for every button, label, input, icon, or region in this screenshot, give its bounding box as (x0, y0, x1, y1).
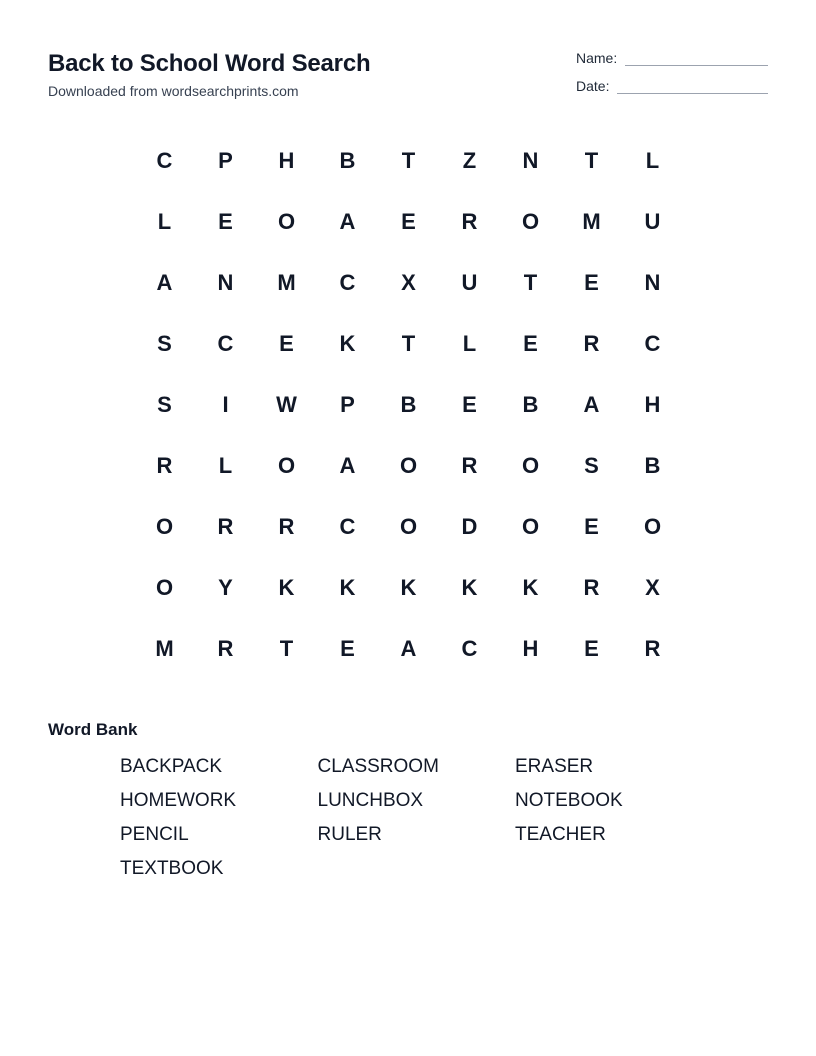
grid-cell: U (461, 269, 478, 295)
grid-cell: E (279, 330, 294, 356)
letter-grid (134, 130, 683, 679)
name-label: Name: (576, 50, 618, 66)
grid-cell: A (583, 391, 600, 417)
word-bank-item: CLASSROOM (317, 756, 439, 777)
grid-cell: M (155, 635, 174, 661)
word-bank-item: TEACHER (515, 824, 606, 845)
date-line (617, 81, 768, 94)
grid-cell: N (522, 147, 539, 173)
word-bank-item: PENCIL (120, 824, 189, 845)
grid-cell: O (399, 452, 418, 478)
grid-cell: D (461, 513, 478, 539)
grid-cell: L (218, 452, 233, 478)
word-bank-item: NOTEBOOK (515, 790, 623, 811)
grid-cell: E (462, 391, 477, 417)
grid-cell: R (461, 452, 478, 478)
grid-cell: S (584, 452, 599, 478)
grid-cell: B (400, 391, 417, 417)
grid-cell: R (461, 208, 478, 234)
grid-cell: H (644, 391, 661, 417)
grid-cell: R (217, 513, 234, 539)
grid-cell: L (157, 208, 172, 234)
word-bank-item: ERASER (515, 756, 594, 777)
grid-cell: C (339, 269, 356, 295)
grid-cell: N (217, 269, 234, 295)
grid-cell: K (400, 574, 417, 600)
word-bank (120, 754, 713, 890)
grid-cell: K (461, 574, 478, 600)
grid-cell: T (279, 635, 294, 661)
grid-cell: R (156, 452, 173, 478)
word-bank-item: LUNCHBOX (317, 790, 424, 811)
source-credit: Downloaded from wordsearchprints.com (48, 83, 299, 99)
word-bank-title: Word Bank (48, 720, 138, 739)
grid-cell: E (218, 208, 233, 234)
grid-cell: C (339, 513, 356, 539)
grid-cell: S (157, 330, 172, 356)
word-bank-item: RULER (317, 824, 382, 845)
grid-cell: R (644, 635, 661, 661)
grid-cell: E (401, 208, 416, 234)
grid-cell: H (278, 147, 295, 173)
grid-cell: K (339, 574, 356, 600)
word-bank-item: TEXTBOOK (120, 858, 224, 879)
grid-cell: K (278, 574, 295, 600)
grid-cell: A (400, 635, 417, 661)
grid-cell: O (521, 208, 540, 234)
grid-cell: O (521, 452, 540, 478)
grid-cell: P (218, 147, 233, 173)
grid-cell: T (401, 330, 416, 356)
grid-cell: X (401, 269, 416, 295)
grid-cell: A (339, 452, 356, 478)
grid-cell: M (277, 269, 296, 295)
grid-cell: O (643, 513, 662, 539)
grid-cell: T (401, 147, 416, 173)
grid-cell: X (645, 574, 660, 600)
grid-cell: C (461, 635, 478, 661)
page-title: Back to School Word Search (48, 50, 371, 77)
grid-cell: W (276, 391, 297, 417)
grid-cell: C (644, 330, 661, 356)
grid-cell: O (521, 513, 540, 539)
name-field (576, 50, 768, 66)
grid-cell: R (217, 635, 234, 661)
grid-cell: U (644, 208, 661, 234)
grid-cell: K (339, 330, 356, 356)
grid-cell: O (155, 513, 174, 539)
grid-cell: B (339, 147, 356, 173)
date-label: Date: (576, 78, 610, 94)
grid-cell: K (522, 574, 539, 600)
grid-cell: A (339, 208, 356, 234)
student-info (576, 50, 768, 106)
date-field (576, 78, 768, 94)
grid-cell: A (156, 269, 173, 295)
word-bank-item: HOMEWORK (120, 790, 237, 811)
header (48, 49, 370, 100)
grid-cell: O (277, 208, 296, 234)
grid-cell: M (582, 208, 601, 234)
name-line (625, 53, 768, 66)
grid-cell: E (584, 635, 599, 661)
grid-cell: O (399, 513, 418, 539)
grid-cell: N (644, 269, 661, 295)
grid-cell: L (462, 330, 477, 356)
grid-cell: L (645, 147, 660, 173)
grid-cell: H (522, 635, 539, 661)
grid-cell: B (644, 452, 661, 478)
grid-cell: P (340, 391, 355, 417)
grid-cell: E (584, 513, 599, 539)
grid-cell: R (583, 574, 600, 600)
grid-cell: R (583, 330, 600, 356)
grid-cell: R (278, 513, 295, 539)
grid-cell: T (523, 269, 538, 295)
grid-cell: T (584, 147, 599, 173)
grid-cell: S (157, 391, 172, 417)
grid-cell: C (156, 147, 173, 173)
grid-cell: E (523, 330, 538, 356)
grid-cell: Y (218, 574, 233, 600)
grid-cell: I (222, 391, 229, 417)
word-bank-item: BACKPACK (120, 756, 223, 777)
grid-cell: O (155, 574, 174, 600)
grid-cell: O (277, 452, 296, 478)
grid-cell: C (217, 330, 234, 356)
grid-cell: Z (462, 147, 477, 173)
grid-cell: E (340, 635, 355, 661)
grid-cell: B (522, 391, 539, 417)
grid-cell: E (584, 269, 599, 295)
